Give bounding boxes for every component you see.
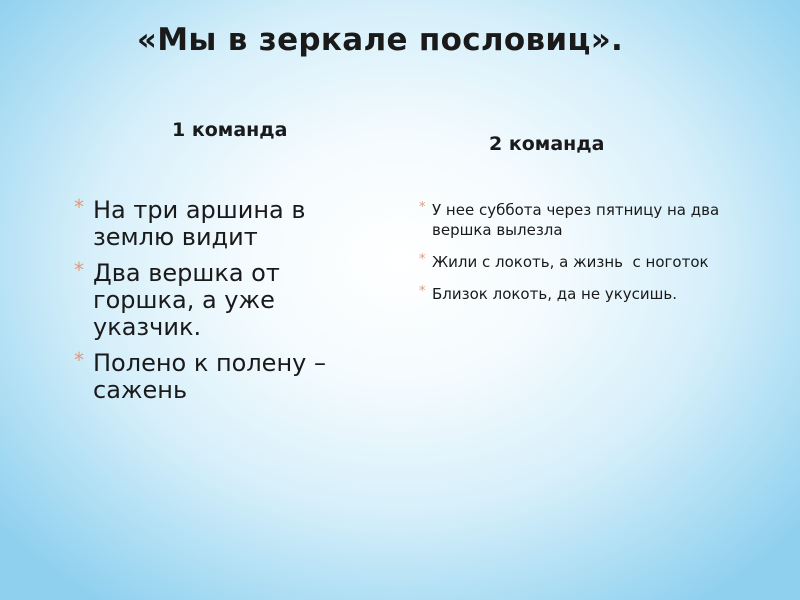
proverb-text: Полено к полену – сажень bbox=[93, 349, 326, 404]
asterisk-bullet-icon: * bbox=[74, 348, 84, 372]
list-item bbox=[74, 195, 363, 251]
team1-heading: 1 команда bbox=[172, 119, 288, 141]
asterisk-bullet-icon: * bbox=[74, 258, 84, 282]
team1-proverb-list bbox=[74, 195, 363, 413]
team2-proverb-list bbox=[419, 200, 732, 316]
proverb-text: Жили с локоть, а жизнь с ноготок bbox=[432, 253, 709, 271]
list-item bbox=[419, 252, 732, 272]
asterisk-bullet-icon: * bbox=[419, 252, 426, 267]
proverb-text: Близок локоть, да не укусишь. bbox=[432, 285, 678, 303]
list-item bbox=[419, 284, 732, 304]
asterisk-bullet-icon: * bbox=[74, 195, 84, 219]
list-item bbox=[74, 348, 363, 404]
list-item bbox=[419, 200, 732, 240]
proverb-text: У нее суббота через пятницу на два вершка вылезла bbox=[432, 201, 720, 239]
list-item bbox=[74, 258, 363, 341]
asterisk-bullet-icon: * bbox=[419, 284, 426, 299]
slide-title: «Мы в зеркале пословиц». bbox=[136, 22, 624, 58]
team2-heading: 2 команда bbox=[489, 133, 605, 155]
asterisk-bullet-icon: * bbox=[419, 200, 426, 215]
proverb-text: Два вершка от горшка, а уже указчик. bbox=[93, 259, 280, 341]
proverb-text: На три аршина в землю видит bbox=[93, 196, 306, 251]
